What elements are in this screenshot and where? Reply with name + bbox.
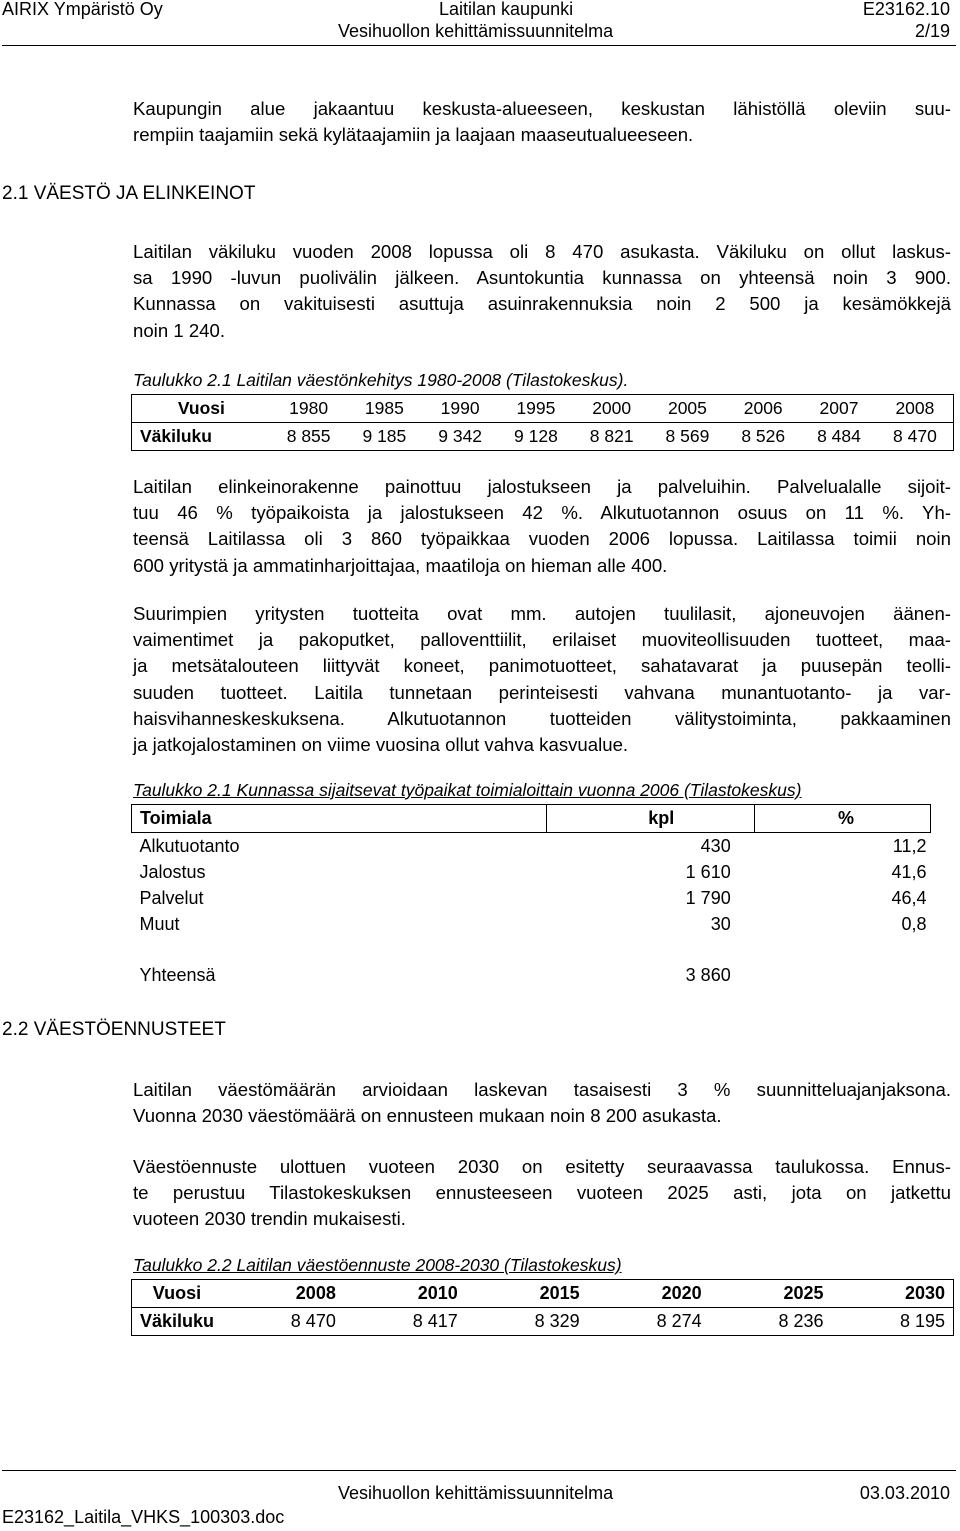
table-row bbox=[132, 423, 954, 451]
sector-cell: Alkutuotanto bbox=[139, 835, 240, 856]
count-cell: 430 bbox=[700, 835, 731, 856]
total-label: Yhteensä bbox=[139, 964, 216, 985]
table-2-caption: Taulukko 2.1 Kunnassa sijaitsevat työpaikat toimialoittain vuonna 2006 (Tilastokeskus) bbox=[133, 780, 802, 800]
row-label: Väkiluku bbox=[140, 426, 212, 446]
table-row bbox=[132, 1308, 954, 1336]
population-cell: 8 236 bbox=[778, 1311, 824, 1331]
section-2-2-paragraph-2 bbox=[133, 1154, 951, 1233]
percent-cell: 11,2 bbox=[892, 835, 927, 856]
text-line: haisvihanneskeskuksena. Alkutuotannon tuotteiden välitystoiminta, pakkaaminen bbox=[133, 707, 951, 729]
section-2-1-paragraph-1 bbox=[133, 239, 951, 344]
column-header: kpl bbox=[547, 805, 755, 833]
year-cell: 2010 bbox=[344, 1280, 466, 1308]
header-company: AIRIX Ympäristö Oy bbox=[2, 0, 163, 19]
table-row bbox=[132, 911, 931, 937]
footer-date: 03.03.2010 bbox=[859, 1483, 950, 1503]
year-cell: 2030 bbox=[832, 1280, 954, 1308]
count-cell: 1 610 bbox=[685, 861, 731, 882]
population-cell: 9 342 bbox=[438, 426, 483, 446]
text-line: Väestöennuste ulottuen vuoteen 2030 on esitetty seuraavassa taulukossa. Ennus- bbox=[133, 1156, 951, 1177]
row-label: Väkiluku bbox=[140, 1311, 215, 1331]
year-cell: 1985 bbox=[347, 395, 423, 423]
year-cell: 2025 bbox=[710, 1280, 832, 1308]
text-line: vaimentimet ja pakoputket, palloventtiilit, erilaiset muoviteollisuuden tuotteet, maa- bbox=[133, 629, 951, 651]
text-line: Vuonna 2030 väestömäärä on ennusteen mukaan noin 8 200 asukasta. bbox=[133, 1105, 722, 1127]
year-cell: 2008 bbox=[222, 1280, 344, 1308]
section-2-1-paragraph-2 bbox=[133, 474, 951, 579]
population-history-table bbox=[131, 394, 954, 451]
population-cell: 8 329 bbox=[534, 1311, 580, 1331]
population-cell: 9 128 bbox=[514, 426, 558, 446]
total-value: 3 860 bbox=[685, 964, 731, 985]
text-line: te perustuu Tilastokeskuksen ennusteeseen vuoteen 2025 asti, jota on jatkettu bbox=[133, 1182, 951, 1204]
text-line: 600 yritystä ja ammatinharjoittajaa, maatiloja on hieman alle 400. bbox=[133, 554, 668, 576]
row-label: Vuosi bbox=[132, 1280, 222, 1308]
text-line: ja metsätalouteen liittyvät koneet, panimotuotteet, sahatavarat ja puusepän teolli- bbox=[133, 655, 951, 677]
table-total-row bbox=[132, 962, 931, 988]
header-document-title: Vesihuollon kehittämissuunnitelma bbox=[338, 21, 614, 41]
population-cell: 8 470 bbox=[290, 1311, 336, 1331]
header-rule bbox=[2, 45, 956, 46]
footer-document-title: Vesihuollon kehittämissuunnitelma bbox=[338, 1483, 614, 1503]
section-heading-2-2: 2.2 VÄESTÖENNUSTEET bbox=[2, 1019, 226, 1040]
year-cell: 1990 bbox=[422, 395, 498, 423]
text-line: noin 1 240. bbox=[133, 319, 226, 341]
population-cell: 8 195 bbox=[899, 1311, 945, 1331]
intro-paragraph bbox=[133, 96, 951, 148]
text-line: Kaupungin alue jakaantuu keskusta-alueeseen, keskustan lähistöllä oleviin suu- bbox=[133, 98, 951, 119]
year-cell: 2008 bbox=[877, 395, 954, 423]
year-cell: 2020 bbox=[588, 1280, 710, 1308]
count-cell: 30 bbox=[710, 913, 731, 934]
column-header: Toimiala bbox=[132, 805, 547, 833]
population-cell: 8 470 bbox=[893, 426, 937, 446]
text-line: Kunnassa on vakituisesti asuttuja asuinrakennuksia noin 2 500 ja kesämökkejä bbox=[133, 293, 951, 315]
year-cell: 1995 bbox=[498, 395, 574, 423]
table-row bbox=[132, 833, 931, 860]
table-row bbox=[132, 885, 931, 911]
jobs-by-sector-table bbox=[131, 804, 931, 988]
text-line: Laitilan elinkeinorakenne painottuu jalostukseen ja palveluihin. Palvelualalle sijoit- bbox=[133, 476, 951, 497]
table-row bbox=[132, 1280, 954, 1308]
text-line: rempiin taajamiin sekä kylätaajamiin ja laajaan maaseutualueeseen. bbox=[133, 124, 694, 146]
table-1-caption: Taulukko 2.1 Laitilan väestönkehitys 1980-2008 (Tilastokeskus). bbox=[133, 370, 629, 390]
year-cell: 2006 bbox=[725, 395, 801, 423]
count-cell: 1 790 bbox=[685, 887, 731, 908]
text-line: tuu 46 % työpaikoista ja jalostukseen 42 %. Alkutuotannon osuus on 11 %. Yh- bbox=[133, 502, 951, 524]
row-label: Vuosi bbox=[132, 395, 271, 423]
section-heading-2-1: 2.1 VÄESTÖ JA ELINKEINOT bbox=[2, 183, 256, 204]
population-cell: 8 274 bbox=[656, 1311, 702, 1331]
year-cell: 1980 bbox=[271, 395, 347, 423]
text-line: ja jatkojalostaminen on viime vuosina ollut vahva kasvualue. bbox=[133, 734, 629, 756]
table-spacer-row bbox=[132, 937, 931, 962]
percent-cell: 41,6 bbox=[891, 861, 927, 882]
population-forecast-table bbox=[131, 1279, 954, 1336]
section-2-2-paragraph-1 bbox=[133, 1077, 951, 1129]
year-cell: 2007 bbox=[801, 395, 877, 423]
percent-cell: 0,8 bbox=[901, 913, 927, 934]
text-line: suuden tuotteet. Laitila tunnetaan perinteisesti vahvana munantuotanto- ja var- bbox=[133, 681, 951, 703]
footer-filename: E23162_Laitila_VHKS_100303.doc bbox=[2, 1507, 285, 1527]
header-project-number: E23162.10 bbox=[862, 0, 950, 19]
year-cell: 2000 bbox=[574, 395, 650, 423]
text-line: Laitilan väestömäärän arvioidaan laskevan tasaisesti 3 % suunnitteluajanjaksona. bbox=[133, 1079, 951, 1100]
table-row bbox=[132, 395, 954, 423]
population-cell: 9 185 bbox=[362, 426, 407, 446]
population-cell: 8 569 bbox=[665, 426, 710, 446]
table-3-caption: Taulukko 2.2 Laitilan väestöennuste 2008-2030 (Tilastokeskus) bbox=[133, 1255, 622, 1275]
sector-cell: Jalostus bbox=[139, 861, 206, 882]
population-cell: 8 417 bbox=[412, 1311, 458, 1331]
year-cell: 2015 bbox=[466, 1280, 588, 1308]
text-line: Laitilan väkiluku vuoden 2008 lopussa oli 8 470 asukasta. Väkiluku on ollut laskus- bbox=[133, 241, 951, 262]
header-page-number: 2/19 bbox=[914, 21, 950, 41]
population-cell: 8 855 bbox=[286, 426, 331, 446]
year-cell: 2005 bbox=[650, 395, 726, 423]
population-cell: 8 526 bbox=[741, 426, 786, 446]
table-header-row bbox=[132, 805, 931, 833]
sector-cell: Palvelut bbox=[139, 887, 204, 908]
text-line: vuoteen 2030 trendin mukaisesti. bbox=[133, 1208, 406, 1230]
table-row bbox=[132, 859, 931, 885]
population-cell: 8 484 bbox=[817, 426, 861, 446]
text-line: sa 1990 -luvun puolivälin jälkeen. Asuntokuntia kunnassa on yhteensä noin 3 900. bbox=[133, 267, 951, 289]
column-header: % bbox=[755, 805, 931, 833]
section-2-1-paragraph-3 bbox=[133, 601, 951, 758]
header-client: Laitilan kaupunki bbox=[439, 0, 574, 19]
text-line: Suurimpien yritysten tuotteita ovat mm. autojen tuulilasit, ajoneuvojen äänen- bbox=[133, 603, 951, 624]
sector-cell: Muut bbox=[139, 913, 180, 934]
text-line: teensä Laitilassa oli 3 860 työpaikkaa vuoden 2006 lopussa. Laitilassa toimii noin bbox=[133, 528, 951, 550]
footer-rule bbox=[2, 1470, 956, 1471]
percent-cell: 46,4 bbox=[891, 887, 927, 908]
population-cell: 8 821 bbox=[589, 426, 634, 446]
